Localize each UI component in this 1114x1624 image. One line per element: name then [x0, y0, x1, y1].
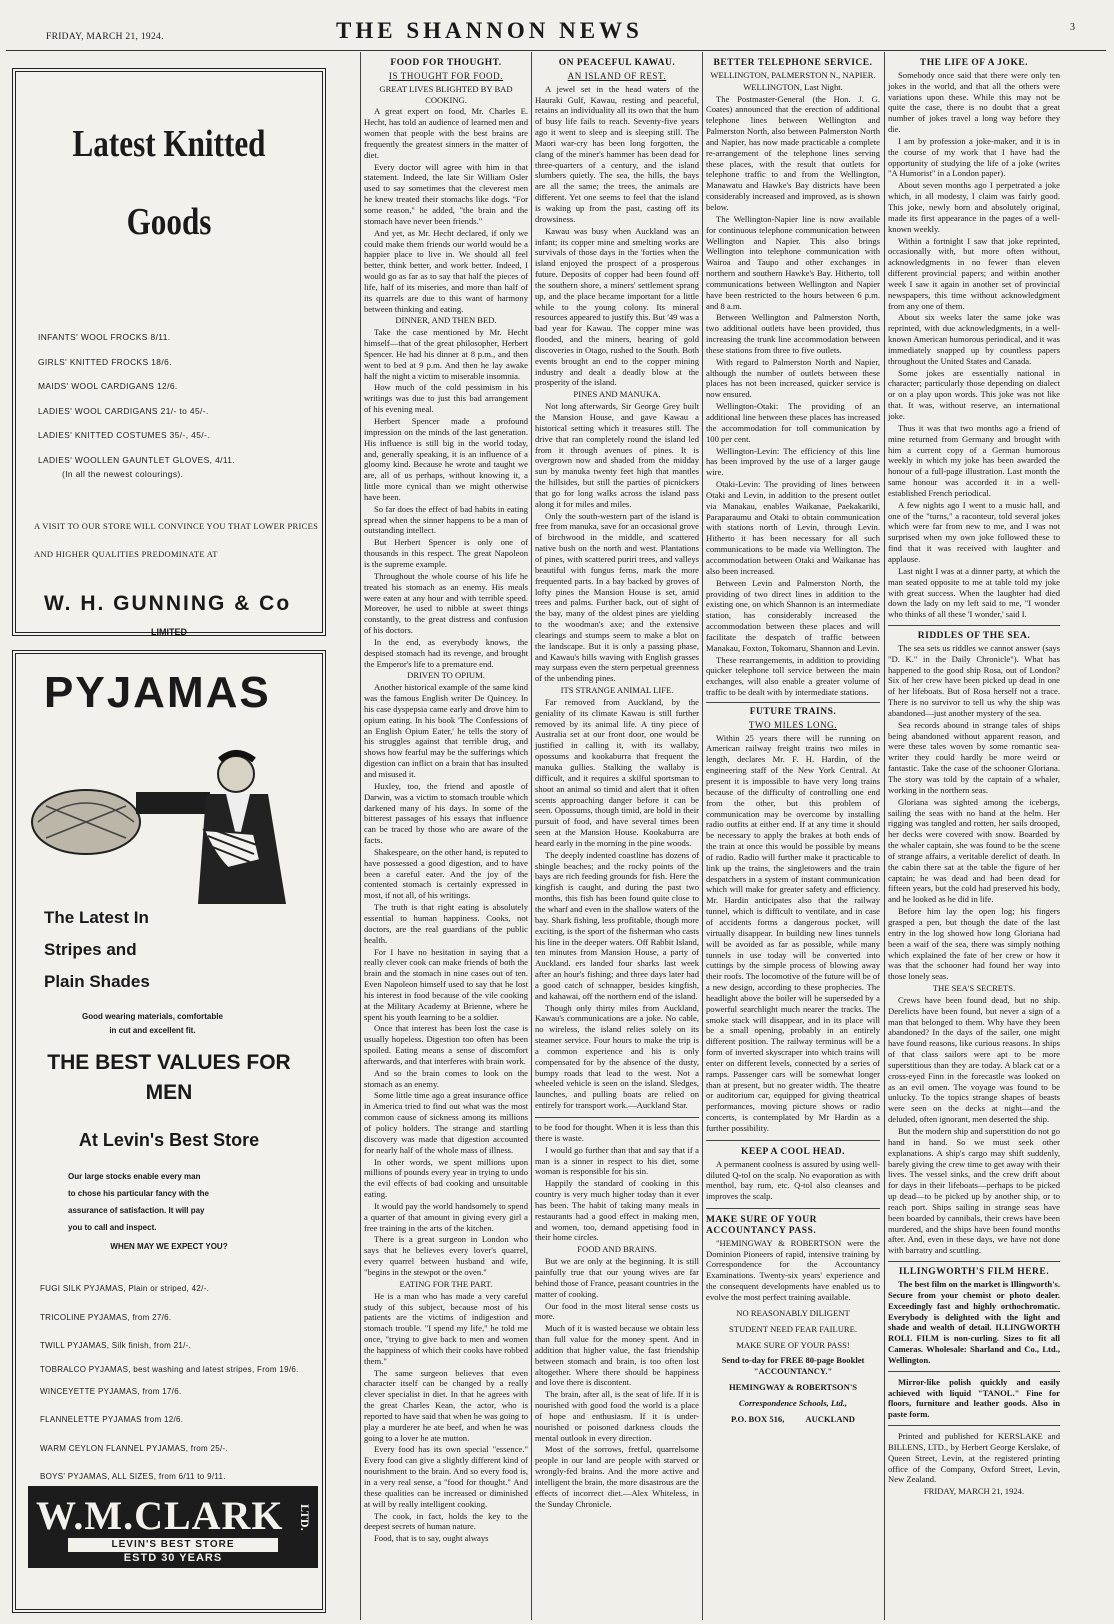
best-line: THE BEST VALUES FOR [47, 1051, 291, 1074]
article-paragraph: Some jokes are essentially national in character; particularly those depending on dialect or on a play upon words. This joke was not like that. It was, without reserve, an international joke. [888, 367, 1060, 421]
article-paragraph: Only the south-western part of the island is free from manuka, save for an occasional grove of birchwood in the middle, and scattered native bush on the north and west. Plantations of pines, with scattered puriri trees, and valleys beautiful with fungus ferns, mark the more frequented parts. In a bay backed by groves of lofty pines the Mansion House is set, amid trees and palms. Further back, out of sight of the bay, many of the oldest pines are yielding to the woodman's axe; and the extensive clearings and stumps seem to make a blot on the landscape. But it is only a passing phase, and Kawau's hills waving with English grasses may surpass even the stern perpetual greenness of the unbending pines. [535, 510, 699, 684]
article-paragraph: to be food for thought. When it is less than this there is waste. [535, 1122, 699, 1143]
article-paragraph: I would go further than that and say that if a man is a sinner in respect to his diet, some woman is responsible for his sin. [535, 1144, 699, 1177]
article-paragraph: In the end, as everybody knows, the despised stomach had its revenge, and brought the Emperor's life to a premature end. [364, 636, 528, 669]
article-paragraph: Thus it was that two months ago a friend of mine returned from Germany and brought with him a current copy of a German humorous weekly in which my joke has been awarded the honour of a full-page illustration. Last month the same honour was accorded it in a well-established French periodical. [888, 422, 1060, 498]
article-paragraph: In other words, we spent millions upon millions of pounds every year in trying to undo the evil effects of bad cooking and unsuitable eating. [364, 1156, 528, 1200]
pyjamas-advert [12, 650, 326, 1613]
section-subhead: FOOD AND BRAINS. [577, 1244, 657, 1255]
sub-line: The Latest In [44, 908, 149, 927]
best-values-heading [16, 1048, 322, 1108]
article-paragraph: The deeply indented coastline has dozens of shingle beaches; and the rocky points of the bays are rich feeding grounds for fish. Here the kingfish is caught, and during the past two months, this fish has been found quite close to the wharf and even in the shallow waters of the bay. Shark fishing, less profitable, though more exciting, is the sport of the fisherman who casts his line in the deeper waters. Off Rabbit Island, ten minutes from Mansion House, a party of Auckland. ers landed four sharks last week after an hour's fishing; and three days later had a good catch of schnapper, besides kingfish, and kahawai, off the northern end of the island. [535, 849, 699, 1001]
stock-line: to chose his particular fancy with the [68, 1189, 209, 1198]
clark-established: ESTD 30 YEARS [123, 1552, 223, 1564]
kawau-column [535, 54, 699, 1620]
article-paragraph: For I have no hesitation in saying that a really clever cook can make friends of both the brain and the stomach in nine cases out of ten. Even Napoleon himself used to say that he lost his interest in food because of the vile cooking at the Military Academy at Brienne, where he spent his youth learning to be a soldier. [364, 946, 528, 1022]
quality-line: in cut and excellent fit. [109, 1026, 196, 1035]
man-illustration [28, 734, 308, 904]
section-subhead: EATING FOR THE PART. [399, 1278, 493, 1289]
knitted-goods-advert [12, 68, 326, 636]
pyjama-item: FUGI SILK PYJAMAS, Plain or striped, 42/-. [40, 1284, 210, 1293]
section-subhead: DINNER, AND THEN BED. [395, 315, 497, 326]
advert-heading: Latest Knitted [72, 123, 266, 165]
article-paragraph: He is a man who has made a very careful study of this subject, because most of his patients are the victims of indigestion and stomach trouble. "I spend my life," he told me once, "trying to give back to men and women the happiness of which their cooks have robbed them." [364, 1290, 528, 1366]
article-paragraph: And yet, as Mr. Hecht declared, if only we could make them friends our world would be a happier place to live in. We should all feel better, think better, and work better. Indeed, I would go as far as to say that half the pieces of life, half of its miseries, and more than half of its quarrels are due to this want of harmony between thinking and eating. [364, 227, 528, 314]
article-paragraph: Kawau was busy when Auckland was an infant; its copper mine and smelting works are survivals of those days in the 'forties when the island enjoyed the prospect of a prosperous future. Deposits of copper had been found off the southern shore, a miners' settlement sprang up, and the place became important for a little while to the young colony. Its mineral resources appeared to justify this. But '49 was a bad year for Kawau. The copper mine was flooded, and the miners, hearing of gold discoveries in Otago, rushed to the South. Both events brought an end to the copper mining industry and dealt a deadly blow at the prosperity of the island. [535, 225, 699, 388]
article-headline: ON PEACEFUL KAWAU. [558, 58, 676, 68]
pyjama-item: FLANNELETTE PYJAMAS from 12/6. [40, 1415, 184, 1424]
article-divider [706, 1208, 880, 1209]
stock-line: Our large stocks enable every man [68, 1172, 201, 1181]
article-headline: FUTURE TRAINS. [749, 706, 837, 717]
article-paragraph: Within a fortnight I saw that joke reprinted, occasionally with, but more often without, acknowledgments in no fewer than eleven different provincial papers; and within another week I saw it again in another set of provincial newspapers, this time without acknowledgment from any one of them. [888, 235, 1060, 311]
article-paragraph: Between Wellington and Palmerston North, two additional outlets have been provided, thus increasing the trunk line accommodation between these stations from three to five outlets. [706, 312, 880, 355]
article-paragraph: Far removed from Auckland, by the geniality of its climate Kawau is still further removed by its animal life. A tiny piece of Australia set at our front door, one would be justified in calling it, with its wallaby, opossums and kookaburra that frequent the manuka gullies. Stalking the wallaby is difficult, and it requires a skilful sportsman to shoot an animal so timid and alert that it often scents approaching danger before it can be seen. Opossums, though timid, are bold in their pursuit of food, and have several times been seen at the Mansion House. Kookaburra are heard early in the morning in the pine woods. [535, 696, 699, 848]
article-paragraph: Within 25 years there will be running on American railway freight trains two miles in length, declares Mr. F. H. Hardin, of the engineering staff of the New York Central. At present it is impossible to have very long trains because of the difficulty of controlling one end from the other, but this problem of communication may be overcome by installing radio outfits at either end. If at any time it should be necessary to apply the brakes at both ends of the train at once this would be possible by means of radio. Radio will further make it practicable to link up the trains, the singletowers and the train despatchers in a system of instant communication which will make for greater safety and efficiency. Mr. Hardin anticipates also that the railway tunnel, which is difficult to ventilate, and in case of accidents forms a dangerous pocket, will virtually disappear. In building new lines tunnels will be avoided as far as possible, while many tunnels in use today will be converted into cuttings by the simple process of blowing away their roofs. The locomotive of the future will be of a new design, according to these prophecies. The headlight above the boiler will be superseded by a powerful searchlight much nearer the tracks. The smoke stack will disappear, and in its place will be a small opening, probably in an entirely different position. The railway terminus will be a form of inverted skyscraper into which trains will enter on different levels, connected by a series of ramps. Passenger cars will be somewhat longer than at present, but no greater width. The theatre or auditorium car, equipped for giving theatrical performances, moving picture shows or radio concerts, is contemplated by Mr Hardin as a further possibility. [706, 732, 880, 1133]
article-paragraph: Before him lay the open log; his fingers grasped a pen, but though the date of the last entry in the log showed how long Gloriana had been a waif of the sea, there was simply nothing which explained the fate of her crew or how it was that the schooner had found her way into those lonely seas. [888, 906, 1060, 982]
article-paragraph: Last night I was at a dinner party, at which the man seated opposite to me at table told my joke with great success. When the laughter had died down the lady on my left said to me, "I wonder who thinks of all these 'I wonder,' said I. [888, 565, 1060, 620]
visit-text: A VISIT TO OUR STORE WILL CONVINCE YOU THAT LOWER PRICES AND HIGHER QUALITIES PREDOMINATE AT [34, 521, 319, 559]
telephone-column [706, 54, 880, 1620]
pyjama-item: TOBRALCO PYJAMAS, best washing and latest stripes, From 19/6. [40, 1364, 299, 1374]
pyjama-item: WINCEYETTE PYJAMAS, from 17/6. [40, 1386, 182, 1396]
advert-line: STUDENT NEED FEAR FAILURE. [728, 1323, 858, 1334]
article-paragraph: Take the case mentioned by Mr. Hecht himself—that of the great philosopher, Herbert Spencer. He had his dinner at 8 p.m., and then went to bed at 9 p.m. And then he lay awake half the night a victim to miserable insomnia. [364, 327, 528, 381]
article-paragraph: Some little time ago a great insurance office in America tried to find out what was the most common cause of sickness among its millions of policy holders. The strange and startling discovery was made that digestion accounted for nearly half of the whole mass of illness. [364, 1090, 528, 1155]
article-paragraph: Every food has its own special "essence." Every food can give a slightly different kind of nourishment to the brain. And so every food is, in a very real sense, a "food for thought." And these qualities can be increased or diminished at will by really intelligent cooking. [364, 1444, 528, 1509]
article-divider [706, 1140, 880, 1141]
clark-logo [28, 1486, 318, 1568]
article-paragraph: Wellington-Otaki: The providing of an additional line between these places has increased the accommodation for toll communication by 100 per cent. [706, 401, 880, 444]
article-paragraph: A great expert on food, Mr. Charles E. Hecht, has told an audience of learned men and women that people with the best brains are frequently the greatest sinners in the matter of diet. [364, 106, 528, 160]
article-paragraph: A jewel set in the head waters of the Hauraki Gulf, Kawau, resting and peaceful, retains an individuality all its own that the hum of busy life fails to reach. Seventy-five years ago it went to sleep and is sleeping still. The Maori war-cry has been long forgotten, the clang of the miner's hammer has been dead for three-quarters of a century, and the island slumbers quietly. The sea, the hills, the bays are all the same; the trees, the animals are different. Yet one seems to feel that the island is waking up from the past, casting off its drowsiness. [535, 83, 699, 224]
article-divider [706, 702, 880, 703]
imprint-date: FRIDAY, MARCH 21, 1924. [923, 1486, 1025, 1497]
article-paragraph: About six weeks later the same joke was reprinted, with due acknowledgments, in a well-known American humorous periodical, and it was immediately snapped up by countless papers throughout the United States and Canada. [888, 312, 1060, 366]
advert-line: Send to-day for FREE 80-page Booklet "ACCOUNTANCY." [721, 1355, 865, 1377]
article-paragraph: The Wellington-Napier line is now available for continuous telephone communication between Wellington and Napier. This also brings Wellington into telephone communication with Wairoa and Taupo and other exchanges in northern and southern Hawke's Bay. Hitherto, toll communications between Wellington and Napier have been restricted to the hours between 6 p.m. and 8 a.m. [706, 213, 880, 311]
article-paragraph: Another historical example of the same kind was the famous English writer De Quincey. In his case dyspepsia came early and drove him to opium eating. In his book 'The Confessions of an English Opium Eater,' he tells the story of his struggles against that terrible drug, and shows how fearful may be the sufferings which digestion can inflict on a brain that has insulted and misused it. [364, 682, 528, 779]
article-divider [888, 1261, 1060, 1262]
clark-name: W.M.CLARK [36, 1493, 284, 1538]
column-rule [702, 52, 703, 1620]
article-paragraph: The sea sets us riddles we cannot answer (says "D. K." in the Daily Chronicle"). What has happened to the good ship Rosa, out of London? Six of her crew have been picked up dead in one of her lifeboats. But of Rosa herself not a trace. There is no survivor to tell us why the ship was abandoned—just another mystery of the sea. [888, 642, 1060, 718]
food-for-thought-column [364, 54, 528, 1620]
advert-heading: Goods [126, 201, 212, 243]
issue-date: FRIDAY, MARCH 21, 1924. [46, 32, 164, 42]
article-paragraph: Otaki-Levin: The providing of lines between Otaki and Levin, in addition to the present outlet via Manakau, enables Waikanae, Paekakariki, Paraparaumu and Otaki to obtain communication with stations north of Levin, through Levin. Hitherto it has been necessary for all such communications to be made via Wellington. The accommodation between Otaki and Waikanae has also been increased. [706, 479, 880, 576]
article-divider [535, 1117, 699, 1118]
article-paragraph: Somebody once said that there were only ten jokes in the world, and that all the others were variations upon these. While this may not be quite the case, there is no doubt that a great number of jokes travel a long way before they die. [888, 69, 1060, 135]
company-limited: LIMITED [151, 627, 187, 637]
stripes-heading [44, 902, 150, 998]
clark-ltd: LTD. [298, 1504, 312, 1531]
article-headline: BETTER TELEPHONE SERVICE. [713, 58, 873, 68]
article-paragraph: But the modern ship and superstition do not go hand in hand. So we must seek other explanations. A ship's cargo may shift suddenly, barely giving the crew time to get away with their lives. The vessel sinks, and the crew drift about for days in their lifeboats—perhaps to be picked up dead—to be picked up by another ship, or to reach port. Ships sailing in strange seas have been boarded by cannibals, their crews have been murdered, and the ships have been found months after. And, even in these days, we have not done with barratry and scuttling. [888, 1126, 1060, 1256]
stock-note [68, 1168, 209, 1236]
article-subhead: WELLINGTON, PALMERSTON N., NAPIER. [710, 69, 876, 80]
article-paragraph: The cook, in fact, holds the key to the deepest secrets of human nature. [364, 1510, 528, 1532]
column-rule [884, 52, 885, 1620]
pyjama-price-list [40, 1275, 302, 1492]
article-subhead: TWO MILES LONG. [748, 719, 838, 730]
article-paragraph: Huxley, too, the friend and apostle of Darwin, was a victim to stomach trouble which darkened many of his days. In some of the bitterest passages of his essays that influence can be traced by those who are aware of the facts. [364, 780, 528, 846]
article-paragraph: The Postmaster-General (the Hon. J. G. Coates) announced that the erection of additional telephone lines between Wellington and Palmerston North, also between Palmerston North and Napier, has now made practicable a complete re-arrangement of the telephone lines serving these places, with the result that outlets for telephone traffic to and from the Wellington, Manawatu and Hawke's Bay districts have been considerably increased and improved, as is shown below. [706, 93, 880, 212]
advert-line: Correspondence Schools, Ltd., [738, 1397, 848, 1408]
pyjama-item: TRICOLINE PYJAMAS, from 27/6. [40, 1312, 172, 1322]
section-subhead: DRIVEN TO OPIUM. [407, 670, 485, 681]
advert-line: P.O. BOX 516, AUCKLAND [730, 1413, 856, 1424]
article-paragraph: Gloriana was sighted among the icebergs, sailing the seas with no hand at the helm. Her rigging was tangled and rotten, her sails drooped, her decks were covered with snow. Boarded by the whaler captain, she was found to be the scene of strange affairs, a veritable derelict of death. In the cabin there sat at the table the figure of her captain; he was dead and had been dead for fifteen years, but the cold had preserved his body, and he looked as he did in life. [888, 796, 1060, 905]
article-paragraph: I am by profession a joke-maker, and it is in the course of my work that I have had the opportunity of studying the life of a joke (writes "A Humorist" in a London paper). [888, 135, 1060, 179]
pyjama-item: BOYS' PYJAMAS, ALL SIZES, from 6/11 to 9/11. [40, 1472, 226, 1481]
advert-line: HEMINGWAY & ROBERTSON'S [729, 1382, 857, 1393]
advert-line: NO REASONABLY DILIGENT [736, 1307, 850, 1318]
article-paragraph: Crews have been found dead, but no ship. Derelicts have been found, but never a sign of a man that belonged to them. Why have they been abandoned? In the days of the sailer, one might have found reasons, like curious reasons. In ships of that class sailors were apt to be more superstitious than they are today. A black cat or a cross-eyed Finn in the forecastle was looked on as an evil omen. The voyage was found to be unlucky. To the topics strange shapes of beasts were seen on the decks at night—and the deluded, often ignorant, men deserted the ship. [888, 994, 1060, 1125]
pyjama-item: TWILL PYJAMAS, Silk finish, from 21/-. [40, 1341, 192, 1350]
printer-imprint: Printed and published for KERSLAKE and BILLENS, LTD., by Herbert George Kerslake, of Queen Street, Levin, at the registered printing office of the Company, Oxford Street, Levin, New Zealand. [888, 1431, 1060, 1485]
advert-text: "HEMINGWAY & ROBERTSON were the Dominion Pioneers of rapid, intensive training by Correspondence for the Accountancy Examinations. Twenty-six years' experience and the consequent developments have enabled us to evolve the most perfect training available. [706, 1237, 880, 1302]
article-paragraph: Shakespeare, on the other hand, is reputed to have possessed a good digestion, and to have been a careful eater. And the joy of the contented stomach is certainly expressed in most, if not all, of his writings. [364, 846, 528, 901]
article-paragraph: Herbert Spencer made a profound impression on the minds of the last generation. His influence is still big in the world today, and, generally speaking, it is an influence of a gloomy kind. Because he wrote and taught we are, all of us perhaps, without knowing it, a little more cynical than we might otherwise have been. [364, 416, 528, 502]
price-item: LADIES' WOOL CARDIGANS 21/- to 45/-. [38, 405, 209, 416]
stock-line: assurance of satisfaction. It will pay [68, 1206, 205, 1215]
article-paragraph: Much of it is wasted because we obtain less than full value for the money spent. And in addition that higher value, the fast friendship between stomach and brain, is too often lost altogether. Where there should be happiness and love there is discontent. [535, 1323, 699, 1388]
article-divider [888, 1371, 1060, 1372]
page-number: 3 [1070, 22, 1075, 33]
article-paragraph: And so the brain comes to look on the stomach as an enemy. [364, 1067, 528, 1089]
newspaper-title: THE SHANNON NEWS [336, 18, 643, 43]
joke-column [888, 54, 1060, 1620]
article-paragraph: There is a great surgeon in London who says that he believes every lover's quarrel, every quarrel between husband and wife, "begins in the stewpot or the oven." [364, 1234, 528, 1277]
article-paragraph: So far does the effect of bad habits in eating spread when the sinner happens to be a man of outstanding intellect. [364, 503, 528, 536]
quality-note [82, 1010, 223, 1038]
article-headline: THE LIFE OF A JOKE. [919, 58, 1029, 68]
pyjama-item: WARM CEYLON FLANNEL PYJAMAS, from 25/-. [40, 1443, 229, 1453]
advert-headline: ILLINGWORTH'S FILM HERE. [898, 1267, 1050, 1278]
stock-line: you to call and inspect. [68, 1223, 157, 1232]
article-headline: RIDDLES OF THE SEA. [917, 631, 1031, 642]
article-paragraph: Once that interest has been lost the case is usually hopeless. Digestion too often has been spoiled. Eating means a sense of discomfort afterwards, and that interferes with brain work. [364, 1023, 528, 1066]
sub-line: Plain Shades [44, 972, 150, 991]
article-paragraph: These rearrangements, in addition to providing quicker telephone toll service between the main exchanges, will also enable a greater volume of traffic to be dealt with by intermediate stations. [706, 654, 880, 698]
price-item: GIRLS' KNITTED FROCKS 18/6. [38, 356, 172, 367]
article-paragraph: With regard to Palmerston North and Napier, although the number of outlets between these places has not been increased, quicker service is now ensured. [706, 356, 880, 400]
clark-banner: LEVIN'S BEST STORE [68, 1538, 278, 1552]
article-divider [888, 625, 1060, 626]
price-item: INFANTS' WOOL FROCKS 8/11. [38, 332, 171, 342]
dateline: WELLINGTON, Last Night. [743, 81, 843, 92]
advert-line: MAKE SURE OF YOUR PASS! [736, 1339, 850, 1350]
article-subhead: AN ISLAND OF REST. [567, 70, 667, 81]
price-list [38, 325, 235, 481]
article-paragraph: It would pay the world handsomely to spend a quarter of that amount in giving every girl a free training in the arts of the kitchen. [364, 1200, 528, 1233]
best-line: MEN [145, 1081, 193, 1104]
section-subhead: PINES AND MANUKA. [573, 389, 661, 400]
article-paragraph: But Herbert Spencer is only one of thousands in this respect. The great Napoleon is the supreme example. [364, 537, 528, 569]
article-paragraph: The truth is that right eating is absolutely essential to human happiness. Cooks, not doctors, are the real guardians of the public health. [364, 902, 528, 945]
article-paragraph: Throughout the whole course of his life he treated his stomach as an enemy. His meals were eaten at any hour and with terrible speed. Moreover, he used to nibble at sweet things constantly, to the great distress and confusion of his doctors. [364, 570, 528, 636]
article-headline: FOOD FOR THOUGHT. [390, 58, 502, 68]
article-paragraph: Sea records abound in strange tales of ships being abandoned without apparent reason, and were these tales woven by some romantic sea-writer they could hardly be more weird or fantastic. Take the case of the schooner Gloriana. The story was told by the captain of a whaler, working in the northern seas. [888, 719, 1060, 795]
article-paragraph: Food, that is to say, ought always [374, 1533, 489, 1544]
masthead-rule [6, 50, 1106, 51]
article-paragraph: The same surgeon believes that even character itself can be changed by a really clever specialist in diet. In that he agrees with the great Charles Kean, the actor, who is reported to have said that when he was going to play a murderer he ate beef, and when he was going to a lover he ate mutton. [364, 1367, 528, 1443]
price-item: MAIDS' WOOL CARDIGANS 12/6. [38, 381, 178, 391]
article-paragraph: Our food in the most literal sense costs us more. [535, 1300, 699, 1322]
article-divider [888, 1425, 1060, 1426]
article-paragraph: Every doctor will agree with him in that statement. Indeed, the late Sir William Osler used to say sometimes that the cleverest men he knew treated their stomachs like dogs. "For some reason," he added, "the brain and the stomach have never been friends." [364, 161, 528, 226]
article-subhead: GREAT LIVES BLIGHTED BY BAD COOKING. [379, 83, 513, 105]
article-paragraph: A few nights ago I went to a music hall, and one of the "turns," a raconteur, told several jokes which were far from new to me, and I was not surprised when my own joke followed these to find that it was received with laughter and applause. [888, 499, 1060, 564]
sub-line: Stripes and [44, 940, 137, 959]
colour-note: (In all the newest colourings). [62, 468, 184, 479]
article-paragraph: Happily the standard of cooking in this country is very much higher today than it ever has been. The habit of taking many meals in restaurants had a good effect in making men, and women, too, demand appetising food in their home circles. [535, 1178, 699, 1243]
section-subhead: THE SEA'S SECRETS. [932, 983, 1016, 994]
company-name: W. H. GUNNING & Co [44, 592, 292, 615]
article-subhead: IS THOUGHT FOR FOOD. [388, 70, 504, 81]
price-item: LADIES' KNITTED COSTUMES 35/-, 45/-. [38, 430, 210, 440]
store-slogan: At Levin's Best Store [78, 1130, 260, 1150]
advert-text: A permanent coolness is assured by using well-diluted Q-tol on the scalp. No evaporation as with menthol, bay rum, etc. Q-tol also cleanses and improves the scalp. [706, 1158, 880, 1202]
advert-text: Mirror-like polish quickly and easily achieved with liquid "TANOL." Fine for floors, furniture and leather goods. Also in paste form. [888, 1376, 1060, 1420]
advert-heading: PYJAMAS [44, 668, 271, 717]
article-paragraph: Not long afterwards, Sir George Grey built the Mansion House, and gave Kawau a historical setting which it treasures still. The drive that ran completely round the island led from it through avenues of pines. It is overgrown now and shaded from the midday sun by manuka twenty feet high that mantles the hillsides, but still the parties of picnickers that go for long walks across the island pass along it for miles and miles. [535, 401, 699, 509]
when-heading: WHEN MAY WE EXPECT YOU? [110, 1242, 228, 1251]
quality-line: Good wearing materials, comfortable [82, 1012, 223, 1021]
column-rule [360, 52, 361, 1620]
section-subhead: ITS STRANGE ANIMAL LIFE. [560, 685, 674, 696]
advert-text: The best film on the market is Illingworth's. Secure from your chemist or photo dealer. Exceedingly fast and highly orthochromatic. Everybody is delighted with the light and shade and wealth of detail. ILLINGWORTH ROLL FILM is non-curling. Sizes to fit all Cameras. Wholesale: Sharland and Co., Ltd., Wellington. [888, 1278, 1060, 1365]
article-paragraph: Though only thirty miles from Auckland, Kawau's communications are a joke. No cable, no wireless, the island relies solely on its steamer service. Four hours to make the trip is a common experience and his is only compensated for by the absence of the dusty, bumpy roads that lead to the west. Not a wheeled vehicle is seen on the island. Sledges, launches, and pulling boats are relied on entirely for transport work.—Auckland Star. [535, 1002, 699, 1111]
article-paragraph: How much of the cold pessimism in his writings was due to just this bad arrangement of his evening meal. [364, 382, 528, 415]
article-paragraph: Wellington-Levin: The efficiency of this line has been improved by the use of a larger gauge wire. [706, 445, 880, 478]
column-rule [531, 52, 532, 1620]
article-paragraph: Most of the sorrows, fretful, quarrelsome people in our land are people with starved or wrongly-fed brains. And the more active and intelligent the brain, the more disastrous are the effects of incorrect diet.—Alex Whiteless, in the Sunday Chronicle. [535, 1444, 699, 1509]
price-item: LADIES' WOOLLEN GAUNTLET GLOVES, 4/11. [38, 454, 236, 465]
article-paragraph: About seven months ago I perpetrated a joke which, in all modesty, I claim was fairly good. This joke, newly born and absolutely original, made its first appearance in the pages of a well-known weekly. [888, 180, 1060, 234]
article-paragraph: But we are only at the beginning. It is still painfully true that our young wives are far behind those of France, peasant countries in the matter of cooking. [535, 1256, 699, 1299]
article-paragraph: Between Levin and Palmerston North, the providing of two direct lines in addition to the existing one, on which Shannon is an intermediate station, has considerably increased the accommodation between these places and will facilitate the despatch of traffic between Manakau, Foxton, Tokomaru, Shannon and Levin. [706, 577, 880, 653]
advert-headline: KEEP A COOL HEAD. [740, 1146, 846, 1157]
advert-headline: MAKE SURE OF YOUR ACCOUNTANCY PASS. [706, 1215, 817, 1236]
article-paragraph: The brain, after all, is the seat of life. If it is nourished with good food the world is a place of hope and enthusiasm. If it is under-nourished or poisoned darkness clouds the mental outlook in every direction. [535, 1389, 699, 1443]
